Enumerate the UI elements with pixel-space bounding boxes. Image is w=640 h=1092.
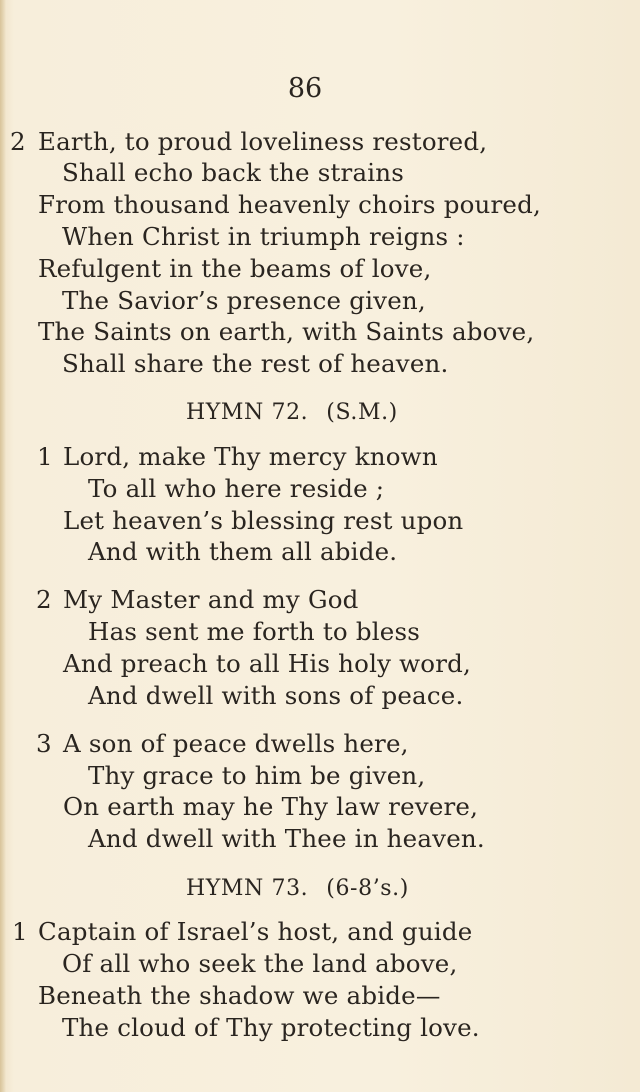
verse-line: From thousand heavenly choirs poured, bbox=[38, 190, 541, 219]
verse-line: The cloud of Thy protecting love. bbox=[62, 1013, 480, 1042]
hymn-title: HYMN 73. bbox=[186, 876, 309, 901]
verse-number: 2 bbox=[10, 127, 26, 156]
verse-line: Lord, make Thy mercy known bbox=[63, 442, 438, 471]
verse-line: Earth, to proud loveliness restored, bbox=[38, 127, 488, 156]
verse-line: Shall echo back the strains bbox=[62, 158, 405, 187]
page-number: 86 bbox=[287, 73, 323, 104]
verse-line: When Christ in triumph reigns : bbox=[62, 222, 465, 251]
hymn-73-heading bbox=[186, 874, 409, 904]
verse-line: And dwell with sons of peace. bbox=[88, 681, 464, 710]
verse-line: Beneath the shadow we abide— bbox=[38, 981, 441, 1010]
verse-number: 2 bbox=[36, 585, 52, 614]
verse-line: Let heaven’s blessing rest upon bbox=[63, 506, 464, 535]
verse-line: Captain of Israel’s host, and guide bbox=[38, 917, 473, 946]
page-spine-shadow bbox=[0, 0, 6, 1092]
verse-line: And preach to all His holy word, bbox=[63, 649, 472, 678]
verse-line: To all who here reside ; bbox=[88, 474, 385, 503]
verse-number: 1 bbox=[37, 442, 53, 471]
verse-line: On earth may he Thy law revere, bbox=[63, 792, 479, 821]
hymn-meter: (6-8’s.) bbox=[326, 876, 409, 901]
verse-line: Of all who seek the land above, bbox=[62, 949, 458, 978]
verse-line: Refulgent in the beams of love, bbox=[38, 254, 432, 283]
verse-line: My Master and my God bbox=[63, 585, 359, 614]
verse-line: And dwell with Thee in heaven. bbox=[88, 824, 485, 853]
verse-line: The Savior’s presence given, bbox=[62, 286, 426, 315]
hymn-title: HYMN 72. bbox=[186, 400, 309, 425]
hymn-72-heading bbox=[186, 398, 398, 428]
verse-line: Shall share the rest of heaven. bbox=[62, 349, 449, 378]
verse-number: 3 bbox=[36, 729, 52, 758]
hymn-meter: (S.M.) bbox=[326, 400, 398, 425]
verse-line: Has sent me forth to bless bbox=[88, 617, 421, 646]
verse-line: A son of peace dwells here, bbox=[63, 729, 409, 758]
verse-number: 1 bbox=[12, 917, 28, 946]
verse-line: And with them all abide. bbox=[88, 537, 398, 566]
verse-line: The Saints on earth, with Saints above, bbox=[38, 317, 535, 346]
verse-line: Thy grace to him be given, bbox=[88, 761, 426, 790]
